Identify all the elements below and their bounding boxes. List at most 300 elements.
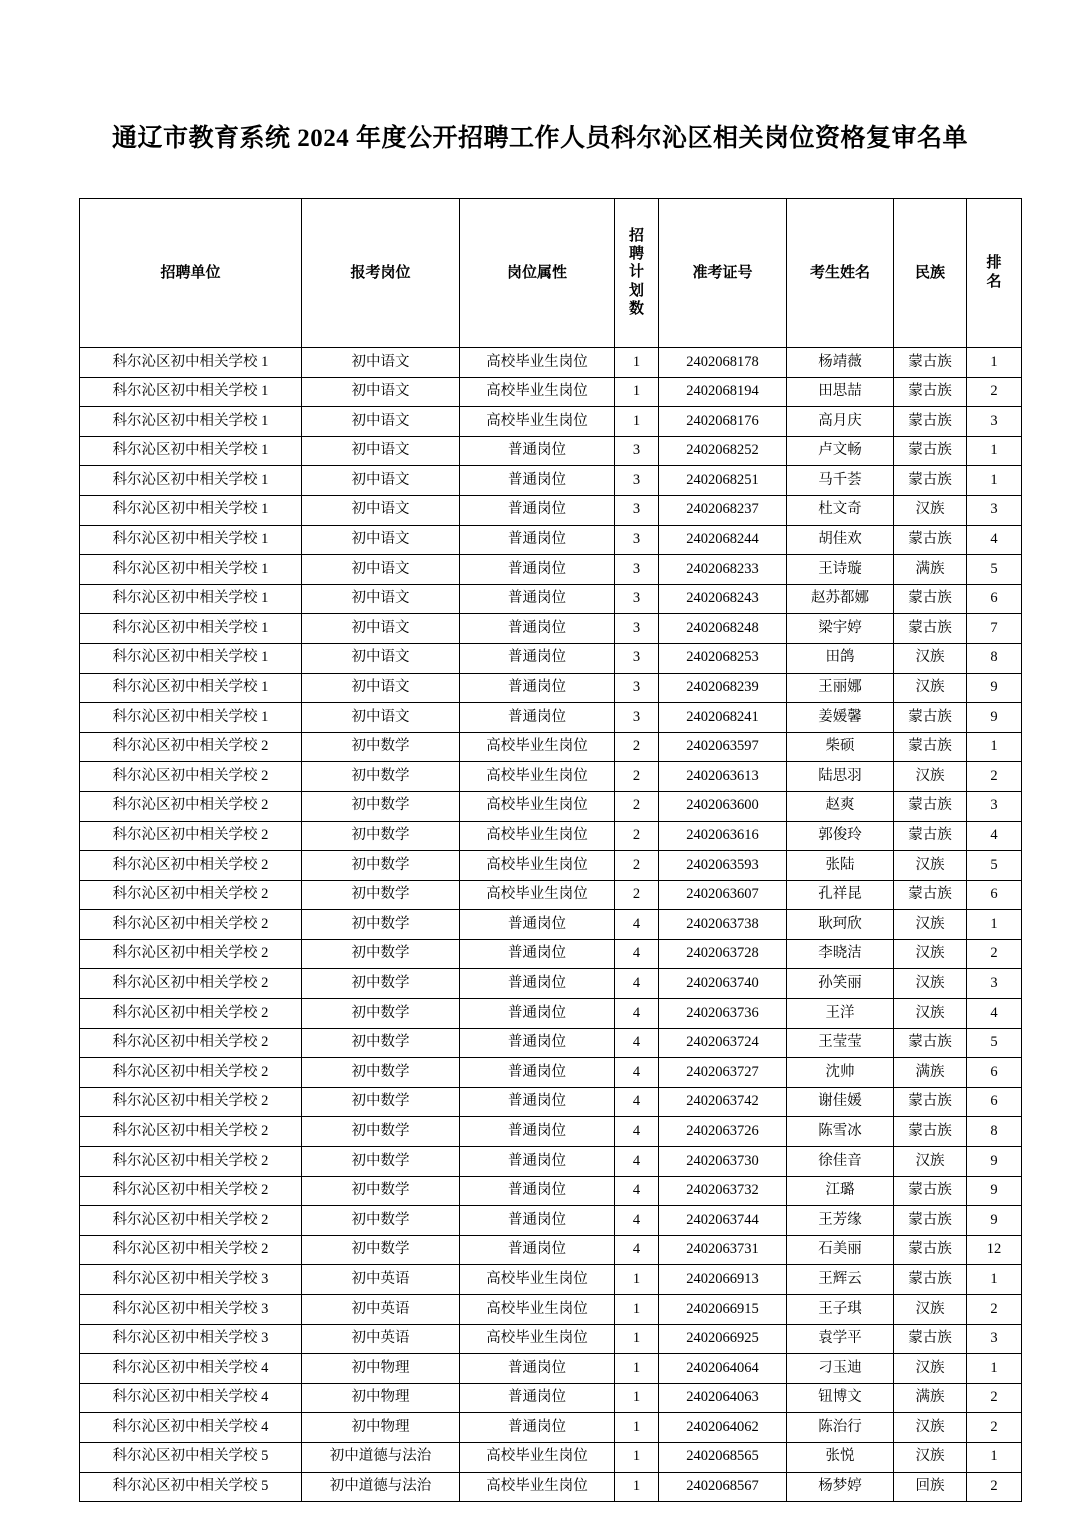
- cell-ticket: 2402068239: [659, 673, 787, 703]
- roster-table: [79, 198, 1022, 1502]
- cell-name: 高月庆: [787, 407, 894, 437]
- cell-ethnicity: 汉族: [894, 1295, 967, 1325]
- cell-ethnicity: 汉族: [894, 495, 967, 525]
- cell-name: 杨靖薇: [787, 348, 894, 378]
- cell-rank: 1: [967, 910, 1022, 940]
- cell-name: 江璐: [787, 1176, 894, 1206]
- cell-name: 杨梦婷: [787, 1472, 894, 1502]
- table-row: [80, 1295, 1022, 1325]
- cell-unit: 科尔沁区初中相关学校 2: [80, 939, 302, 969]
- cell-ticket: 2402064063: [659, 1383, 787, 1413]
- cell-attribute: 普通岗位: [460, 999, 615, 1029]
- cell-post: 初中英语: [302, 1324, 460, 1354]
- cell-rank: 7: [967, 614, 1022, 644]
- cell-ticket: 2402068194: [659, 377, 787, 407]
- cell-ticket: 2402063607: [659, 880, 787, 910]
- cell-ticket: 2402063600: [659, 791, 787, 821]
- cell-unit: 科尔沁区初中相关学校 4: [80, 1383, 302, 1413]
- cell-plan: 1: [615, 1413, 659, 1443]
- cell-unit: 科尔沁区初中相关学校 1: [80, 495, 302, 525]
- cell-attribute: 高校毕业生岗位: [460, 821, 615, 851]
- cell-post: 初中语文: [302, 436, 460, 466]
- cell-unit: 科尔沁区初中相关学校 1: [80, 407, 302, 437]
- cell-plan: 1: [615, 1442, 659, 1472]
- cell-name: 王芳缘: [787, 1206, 894, 1236]
- table-row: [80, 1176, 1022, 1206]
- table-row: [80, 969, 1022, 999]
- cell-ethnicity: 蒙古族: [894, 1028, 967, 1058]
- cell-ethnicity: 蒙古族: [894, 1324, 967, 1354]
- cell-post: 初中数学: [302, 851, 460, 881]
- cell-attribute: 普通岗位: [460, 1117, 615, 1147]
- cell-plan: 4: [615, 1117, 659, 1147]
- cell-attribute: 普通岗位: [460, 939, 615, 969]
- cell-ticket: 2402063740: [659, 969, 787, 999]
- table-row: [80, 939, 1022, 969]
- cell-post: 初中语文: [302, 466, 460, 496]
- cell-ticket: 2402063732: [659, 1176, 787, 1206]
- cell-ticket: 2402066913: [659, 1265, 787, 1295]
- cell-post: 初中语文: [302, 348, 460, 378]
- cell-ticket: 2402063731: [659, 1235, 787, 1265]
- cell-post: 初中物理: [302, 1354, 460, 1384]
- cell-ethnicity: 蒙古族: [894, 614, 967, 644]
- cell-ethnicity: 汉族: [894, 969, 967, 999]
- cell-ticket: 2402068248: [659, 614, 787, 644]
- cell-ticket: 2402063724: [659, 1028, 787, 1058]
- cell-attribute: 高校毕业生岗位: [460, 1472, 615, 1502]
- table-body: [80, 348, 1022, 1502]
- cell-ethnicity: 蒙古族: [894, 348, 967, 378]
- cell-rank: 6: [967, 1087, 1022, 1117]
- table-row: [80, 1058, 1022, 1088]
- cell-rank: 1: [967, 436, 1022, 466]
- cell-plan: 4: [615, 999, 659, 1029]
- cell-ticket: 2402068237: [659, 495, 787, 525]
- cell-attribute: 普通岗位: [460, 910, 615, 940]
- cell-unit: 科尔沁区初中相关学校 1: [80, 614, 302, 644]
- table-header: [80, 199, 1022, 348]
- cell-rank: 12: [967, 1235, 1022, 1265]
- column-header-ethnicity: 民族: [894, 199, 967, 348]
- cell-plan: 1: [615, 348, 659, 378]
- cell-post: 初中数学: [302, 1058, 460, 1088]
- cell-rank: 4: [967, 525, 1022, 555]
- cell-post: 初中语文: [302, 495, 460, 525]
- cell-plan: 1: [615, 1295, 659, 1325]
- cell-unit: 科尔沁区初中相关学校 2: [80, 1147, 302, 1177]
- cell-attribute: 高校毕业生岗位: [460, 377, 615, 407]
- cell-name: 谢佳媛: [787, 1087, 894, 1117]
- table-row: [80, 1442, 1022, 1472]
- table-row: [80, 643, 1022, 673]
- cell-ticket: 2402068244: [659, 525, 787, 555]
- cell-unit: 科尔沁区初中相关学校 1: [80, 673, 302, 703]
- cell-rank: 3: [967, 1324, 1022, 1354]
- cell-post: 初中数学: [302, 999, 460, 1029]
- cell-attribute: 普通岗位: [460, 1176, 615, 1206]
- cell-ticket: 2402068176: [659, 407, 787, 437]
- cell-ticket: 2402068243: [659, 584, 787, 614]
- cell-attribute: 普通岗位: [460, 703, 615, 733]
- cell-rank: 9: [967, 673, 1022, 703]
- cell-ticket: 2402068233: [659, 555, 787, 585]
- column-header-name: 考生姓名: [787, 199, 894, 348]
- cell-post: 初中数学: [302, 1147, 460, 1177]
- cell-post: 初中语文: [302, 555, 460, 585]
- cell-unit: 科尔沁区初中相关学校 2: [80, 1117, 302, 1147]
- cell-ticket: 2402063730: [659, 1147, 787, 1177]
- cell-unit: 科尔沁区初中相关学校 3: [80, 1324, 302, 1354]
- cell-post: 初中语文: [302, 643, 460, 673]
- cell-ethnicity: 蒙古族: [894, 584, 967, 614]
- cell-post: 初中数学: [302, 1028, 460, 1058]
- cell-ethnicity: 蒙古族: [894, 1117, 967, 1147]
- table-row: [80, 584, 1022, 614]
- cell-rank: 5: [967, 1028, 1022, 1058]
- cell-name: 田鸽: [787, 643, 894, 673]
- table-row: [80, 703, 1022, 733]
- cell-name: 郭俊玲: [787, 821, 894, 851]
- cell-rank: 1: [967, 348, 1022, 378]
- cell-post: 初中道德与法治: [302, 1442, 460, 1472]
- cell-ethnicity: 蒙古族: [894, 821, 967, 851]
- cell-ticket: 2402068253: [659, 643, 787, 673]
- cell-plan: 2: [615, 732, 659, 762]
- cell-unit: 科尔沁区初中相关学校 2: [80, 1058, 302, 1088]
- cell-post: 初中数学: [302, 880, 460, 910]
- cell-name: 王诗璇: [787, 555, 894, 585]
- cell-ethnicity: 蒙古族: [894, 377, 967, 407]
- cell-name: 胡佳欢: [787, 525, 894, 555]
- cell-rank: 9: [967, 1206, 1022, 1236]
- cell-plan: 4: [615, 969, 659, 999]
- cell-post: 初中数学: [302, 939, 460, 969]
- cell-ticket: 2402063616: [659, 821, 787, 851]
- cell-ticket: 2402063727: [659, 1058, 787, 1088]
- cell-ticket: 2402063738: [659, 910, 787, 940]
- cell-ticket: 2402068567: [659, 1472, 787, 1502]
- cell-name: 田思喆: [787, 377, 894, 407]
- cell-ethnicity: 蒙古族: [894, 1265, 967, 1295]
- cell-post: 初中道德与法治: [302, 1472, 460, 1502]
- cell-unit: 科尔沁区初中相关学校 4: [80, 1354, 302, 1384]
- cell-plan: 4: [615, 910, 659, 940]
- cell-post: 初中语文: [302, 614, 460, 644]
- cell-unit: 科尔沁区初中相关学校 2: [80, 969, 302, 999]
- cell-ethnicity: 蒙古族: [894, 1087, 967, 1117]
- cell-attribute: 高校毕业生岗位: [460, 348, 615, 378]
- roster-table-container: [79, 198, 1001, 1502]
- cell-ethnicity: 汉族: [894, 762, 967, 792]
- cell-attribute: 普通岗位: [460, 1058, 615, 1088]
- cell-name: 王丽娜: [787, 673, 894, 703]
- table-row: [80, 1413, 1022, 1443]
- cell-unit: 科尔沁区初中相关学校 2: [80, 1176, 302, 1206]
- cell-ethnicity: 蒙古族: [894, 1206, 967, 1236]
- cell-unit: 科尔沁区初中相关学校 2: [80, 1206, 302, 1236]
- cell-plan: 1: [615, 1472, 659, 1502]
- cell-rank: 2: [967, 762, 1022, 792]
- cell-name: 李晓洁: [787, 939, 894, 969]
- cell-ticket: 2402068252: [659, 436, 787, 466]
- cell-post: 初中数学: [302, 821, 460, 851]
- cell-ethnicity: 汉族: [894, 999, 967, 1029]
- cell-attribute: 高校毕业生岗位: [460, 1265, 615, 1295]
- cell-ethnicity: 满族: [894, 555, 967, 585]
- cell-ticket: 2402063593: [659, 851, 787, 881]
- cell-ethnicity: 蒙古族: [894, 466, 967, 496]
- column-header-ticket: 准考证号: [659, 199, 787, 348]
- cell-ticket: 2402063744: [659, 1206, 787, 1236]
- cell-ticket: 2402066925: [659, 1324, 787, 1354]
- cell-attribute: 普通岗位: [460, 643, 615, 673]
- cell-attribute: 高校毕业生岗位: [460, 880, 615, 910]
- cell-name: 杜文奇: [787, 495, 894, 525]
- cell-ethnicity: 满族: [894, 1383, 967, 1413]
- cell-ticket: 2402068241: [659, 703, 787, 733]
- column-header-plan: [615, 199, 659, 348]
- cell-plan: 4: [615, 1058, 659, 1088]
- cell-unit: 科尔沁区初中相关学校 2: [80, 821, 302, 851]
- cell-attribute: 普通岗位: [460, 1383, 615, 1413]
- table-row: [80, 614, 1022, 644]
- cell-unit: 科尔沁区初中相关学校 1: [80, 348, 302, 378]
- cell-post: 初中数学: [302, 732, 460, 762]
- table-row: [80, 910, 1022, 940]
- cell-post: 初中语文: [302, 377, 460, 407]
- cell-name: 卢文畅: [787, 436, 894, 466]
- cell-plan: 4: [615, 939, 659, 969]
- cell-attribute: 高校毕业生岗位: [460, 791, 615, 821]
- cell-attribute: 普通岗位: [460, 1206, 615, 1236]
- cell-ticket: 2402063597: [659, 732, 787, 762]
- cell-ticket: 2402064064: [659, 1354, 787, 1384]
- cell-ticket: 2402063728: [659, 939, 787, 969]
- cell-attribute: 普通岗位: [460, 436, 615, 466]
- cell-post: 初中数学: [302, 791, 460, 821]
- cell-ticket: 2402068565: [659, 1442, 787, 1472]
- table-row: [80, 407, 1022, 437]
- cell-plan: 4: [615, 1235, 659, 1265]
- cell-ethnicity: 蒙古族: [894, 525, 967, 555]
- cell-post: 初中数学: [302, 1206, 460, 1236]
- cell-unit: 科尔沁区初中相关学校 2: [80, 880, 302, 910]
- cell-unit: 科尔沁区初中相关学校 2: [80, 1087, 302, 1117]
- page-title: 通辽市教育系统 2024 年度公开招聘工作人员科尔沁区相关岗位资格复审名单: [111, 125, 968, 152]
- cell-post: 初中数学: [302, 910, 460, 940]
- cell-name: 梁宇婷: [787, 614, 894, 644]
- cell-ethnicity: 蒙古族: [894, 791, 967, 821]
- cell-name: 陈雪冰: [787, 1117, 894, 1147]
- cell-ethnicity: 汉族: [894, 673, 967, 703]
- cell-attribute: 高校毕业生岗位: [460, 1442, 615, 1472]
- cell-unit: 科尔沁区初中相关学校 1: [80, 377, 302, 407]
- cell-name: 陈治行: [787, 1413, 894, 1443]
- cell-plan: 2: [615, 762, 659, 792]
- cell-ethnicity: 汉族: [894, 1147, 967, 1177]
- cell-ethnicity: 蒙古族: [894, 703, 967, 733]
- table-row: [80, 348, 1022, 378]
- table-row: [80, 1324, 1022, 1354]
- cell-unit: 科尔沁区初中相关学校 1: [80, 466, 302, 496]
- column-header-plan-vertical: 招 聘 计 划 数: [628, 227, 644, 317]
- cell-name: 柴硕: [787, 732, 894, 762]
- cell-ethnicity: 蒙古族: [894, 732, 967, 762]
- cell-post: 初中物理: [302, 1413, 460, 1443]
- cell-plan: 3: [615, 673, 659, 703]
- cell-name: 钮博文: [787, 1383, 894, 1413]
- cell-ticket: 2402068251: [659, 466, 787, 496]
- table-row: [80, 1028, 1022, 1058]
- cell-plan: 1: [615, 1354, 659, 1384]
- cell-ethnicity: 回族: [894, 1472, 967, 1502]
- cell-name: 姜媛馨: [787, 703, 894, 733]
- table-row: [80, 1383, 1022, 1413]
- cell-rank: 1: [967, 1354, 1022, 1384]
- cell-unit: 科尔沁区初中相关学校 1: [80, 436, 302, 466]
- cell-unit: 科尔沁区初中相关学校 2: [80, 910, 302, 940]
- cell-rank: 2: [967, 377, 1022, 407]
- cell-post: 初中英语: [302, 1295, 460, 1325]
- cell-rank: 2: [967, 939, 1022, 969]
- table-row: [80, 377, 1022, 407]
- cell-post: 初中数学: [302, 1235, 460, 1265]
- cell-name: 马千荟: [787, 466, 894, 496]
- cell-attribute: 高校毕业生岗位: [460, 1324, 615, 1354]
- cell-plan: 3: [615, 614, 659, 644]
- cell-plan: 3: [615, 643, 659, 673]
- cell-post: 初中英语: [302, 1265, 460, 1295]
- cell-ethnicity: 汉族: [894, 1442, 967, 1472]
- cell-name: 赵爽: [787, 791, 894, 821]
- cell-rank: 6: [967, 880, 1022, 910]
- cell-plan: 4: [615, 1147, 659, 1177]
- cell-name: 张悦: [787, 1442, 894, 1472]
- cell-rank: 1: [967, 1265, 1022, 1295]
- cell-plan: 4: [615, 1087, 659, 1117]
- table-row: [80, 466, 1022, 496]
- cell-ethnicity: 汉族: [894, 643, 967, 673]
- cell-post: 初中数学: [302, 969, 460, 999]
- cell-unit: 科尔沁区初中相关学校 4: [80, 1413, 302, 1443]
- cell-plan: 2: [615, 880, 659, 910]
- table-row: [80, 1117, 1022, 1147]
- cell-plan: 1: [615, 1383, 659, 1413]
- cell-ethnicity: 蒙古族: [894, 1176, 967, 1206]
- cell-name: 王莹莹: [787, 1028, 894, 1058]
- cell-unit: 科尔沁区初中相关学校 1: [80, 555, 302, 585]
- cell-attribute: 普通岗位: [460, 1235, 615, 1265]
- cell-attribute: 高校毕业生岗位: [460, 1295, 615, 1325]
- cell-attribute: 普通岗位: [460, 969, 615, 999]
- cell-attribute: 普通岗位: [460, 673, 615, 703]
- cell-plan: 3: [615, 703, 659, 733]
- cell-plan: 4: [615, 1028, 659, 1058]
- cell-ethnicity: 汉族: [894, 939, 967, 969]
- table-row: [80, 821, 1022, 851]
- cell-ethnicity: 蒙古族: [894, 1235, 967, 1265]
- cell-attribute: 普通岗位: [460, 1413, 615, 1443]
- cell-rank: 1: [967, 732, 1022, 762]
- cell-rank: 9: [967, 1147, 1022, 1177]
- column-header-attribute: 岗位属性: [460, 199, 615, 348]
- column-header-rank: [967, 199, 1022, 348]
- table-row: [80, 1147, 1022, 1177]
- cell-post: 初中物理: [302, 1383, 460, 1413]
- cell-plan: 2: [615, 821, 659, 851]
- cell-rank: 6: [967, 584, 1022, 614]
- cell-unit: 科尔沁区初中相关学校 1: [80, 525, 302, 555]
- cell-plan: 1: [615, 407, 659, 437]
- cell-attribute: 普通岗位: [460, 1354, 615, 1384]
- table-row: [80, 1206, 1022, 1236]
- cell-unit: 科尔沁区初中相关学校 1: [80, 584, 302, 614]
- cell-attribute: 普通岗位: [460, 466, 615, 496]
- table-row: [80, 436, 1022, 466]
- cell-unit: 科尔沁区初中相关学校 2: [80, 762, 302, 792]
- cell-rank: 2: [967, 1295, 1022, 1325]
- cell-plan: 3: [615, 525, 659, 555]
- cell-unit: 科尔沁区初中相关学校 2: [80, 791, 302, 821]
- cell-attribute: 普通岗位: [460, 1028, 615, 1058]
- cell-plan: 3: [615, 555, 659, 585]
- cell-plan: 2: [615, 791, 659, 821]
- cell-ethnicity: 蒙古族: [894, 407, 967, 437]
- cell-ticket: 2402064062: [659, 1413, 787, 1443]
- cell-name: 陆思羽: [787, 762, 894, 792]
- cell-plan: 3: [615, 495, 659, 525]
- cell-ethnicity: 汉族: [894, 851, 967, 881]
- table-row: [80, 851, 1022, 881]
- cell-post: 初中语文: [302, 525, 460, 555]
- cell-attribute: 普通岗位: [460, 614, 615, 644]
- cell-unit: 科尔沁区初中相关学校 3: [80, 1265, 302, 1295]
- cell-rank: 4: [967, 999, 1022, 1029]
- cell-ethnicity: 蒙古族: [894, 880, 967, 910]
- cell-plan: 4: [615, 1176, 659, 1206]
- cell-name: 王子琪: [787, 1295, 894, 1325]
- cell-rank: 6: [967, 1058, 1022, 1088]
- table-row: [80, 1235, 1022, 1265]
- cell-name: 袁学平: [787, 1324, 894, 1354]
- cell-unit: 科尔沁区初中相关学校 2: [80, 1235, 302, 1265]
- cell-unit: 科尔沁区初中相关学校 5: [80, 1472, 302, 1502]
- cell-post: 初中语文: [302, 673, 460, 703]
- cell-post: 初中语文: [302, 407, 460, 437]
- cell-plan: 3: [615, 584, 659, 614]
- column-header-post: 报考岗位: [302, 199, 460, 348]
- cell-ethnicity: 汉族: [894, 910, 967, 940]
- cell-name: 王辉云: [787, 1265, 894, 1295]
- cell-unit: 科尔沁区初中相关学校 3: [80, 1295, 302, 1325]
- table-row: [80, 1472, 1022, 1502]
- cell-name: 孔祥昆: [787, 880, 894, 910]
- cell-attribute: 高校毕业生岗位: [460, 407, 615, 437]
- cell-ethnicity: 汉族: [894, 1413, 967, 1443]
- table-row: [80, 1265, 1022, 1295]
- cell-unit: 科尔沁区初中相关学校 2: [80, 851, 302, 881]
- cell-name: 石美丽: [787, 1235, 894, 1265]
- cell-post: 初中数学: [302, 762, 460, 792]
- cell-attribute: 普通岗位: [460, 1087, 615, 1117]
- table-row: [80, 1087, 1022, 1117]
- cell-post: 初中语文: [302, 584, 460, 614]
- cell-unit: 科尔沁区初中相关学校 5: [80, 1442, 302, 1472]
- cell-rank: 3: [967, 495, 1022, 525]
- cell-ticket: 2402066915: [659, 1295, 787, 1325]
- cell-unit: 科尔沁区初中相关学校 2: [80, 732, 302, 762]
